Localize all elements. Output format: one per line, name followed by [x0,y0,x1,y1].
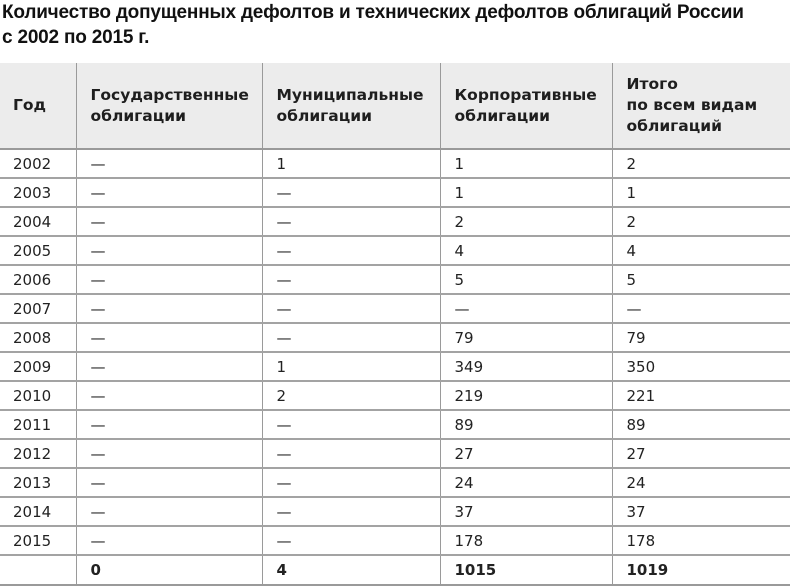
cell-year: 2010 [0,381,76,410]
cell-year: 2012 [0,439,76,468]
total-row [0,555,790,585]
cell-total: 221 [612,381,790,410]
cell-total: 89 [612,410,790,439]
cell-government: — [76,410,262,439]
cell-municipal: — [262,236,440,265]
cell-government: — [76,497,262,526]
cell-municipal: — [262,207,440,236]
cell-government: — [76,207,262,236]
cell-year: 2011 [0,410,76,439]
cell-government: — [76,468,262,497]
header-line: Итого [626,75,678,93]
table-row [0,352,790,381]
table-row [0,468,790,497]
cell-government: — [76,149,262,178]
table-row [0,265,790,294]
header-line: облигации [90,106,186,125]
cell-corporate: 178 [440,526,612,555]
cell-total: 37 [612,497,790,526]
cell-total: 4 [612,236,790,265]
table-row [0,497,790,526]
cell-year: 2004 [0,207,76,236]
header-line: Корпоративные [454,85,597,104]
page-title [2,0,790,50]
cell-corporate: 349 [440,352,612,381]
defaults-table [0,63,790,586]
cell-year: 2008 [0,323,76,352]
cell-municipal: 1 [262,352,440,381]
cell-municipal: — [262,294,440,323]
cell-municipal: — [262,410,440,439]
cell-year: 2014 [0,497,76,526]
header-line: Государственные [90,85,249,104]
header-government [76,63,262,149]
table-row [0,526,790,555]
table-row [0,178,790,207]
cell-year: 2013 [0,468,76,497]
cell-year: 2009 [0,352,76,381]
cell-year: 2006 [0,265,76,294]
cell-corporate: 2 [440,207,612,236]
cell-corporate: 24 [440,468,612,497]
cell-corporate: 79 [440,323,612,352]
cell-municipal: — [262,526,440,555]
table-row [0,207,790,236]
cell-government: — [76,439,262,468]
cell-government: — [76,381,262,410]
cell-total: 350 [612,352,790,381]
cell-total: 1 [612,178,790,207]
total-cell-corporate: 1015 [440,555,612,585]
cell-year: 2002 [0,149,76,178]
cell-total: 27 [612,439,790,468]
header-corporate [440,63,612,149]
header-year [0,63,76,149]
total-cell-government: 0 [76,555,262,585]
table-row [0,236,790,265]
table-row [0,410,790,439]
header-line: облигаций [626,117,722,135]
header-municipal [262,63,440,149]
cell-government: — [76,352,262,381]
table-row [0,381,790,410]
title-line-2: с 2002 по 2015 г. [2,27,150,48]
cell-year: 2007 [0,294,76,323]
header-line: облигации [276,106,372,125]
header-total [612,63,790,149]
cell-municipal: — [262,468,440,497]
total-cell-municipal: 4 [262,555,440,585]
cell-total: 2 [612,149,790,178]
cell-corporate: 1 [440,149,612,178]
cell-government: — [76,323,262,352]
cell-municipal: — [262,178,440,207]
cell-total: 178 [612,526,790,555]
cell-year: 2003 [0,178,76,207]
cell-total: 79 [612,323,790,352]
total-cell-year [0,555,76,585]
cell-municipal: — [262,323,440,352]
cell-year: 2015 [0,526,76,555]
table-row [0,294,790,323]
table-row [0,323,790,352]
cell-total: 2 [612,207,790,236]
header-row [0,63,790,149]
cell-corporate: 89 [440,410,612,439]
header-line: по всем видам [626,96,758,114]
cell-corporate: 5 [440,265,612,294]
cell-government: — [76,236,262,265]
table-row [0,439,790,468]
title-line-1: Количество допущенных дефолтов и технических дефолтов облигаций России [2,2,744,23]
table-row [0,149,790,178]
cell-government: — [76,294,262,323]
cell-corporate: 4 [440,236,612,265]
cell-municipal: — [262,497,440,526]
cell-total: 5 [612,265,790,294]
cell-year: 2005 [0,236,76,265]
cell-government: — [76,526,262,555]
cell-corporate: — [440,294,612,323]
cell-municipal: 1 [262,149,440,178]
cell-municipal: — [262,439,440,468]
cell-total: — [612,294,790,323]
cell-municipal: 2 [262,381,440,410]
total-cell-total: 1019 [612,555,790,585]
header-year-label: Год [13,96,47,114]
cell-government: — [76,265,262,294]
cell-corporate: 219 [440,381,612,410]
cell-municipal: — [262,265,440,294]
cell-corporate: 1 [440,178,612,207]
header-line: облигации [454,106,550,125]
cell-government: — [76,178,262,207]
cell-total: 24 [612,468,790,497]
cell-corporate: 27 [440,439,612,468]
cell-corporate: 37 [440,497,612,526]
header-line: Муниципальные [276,85,424,104]
